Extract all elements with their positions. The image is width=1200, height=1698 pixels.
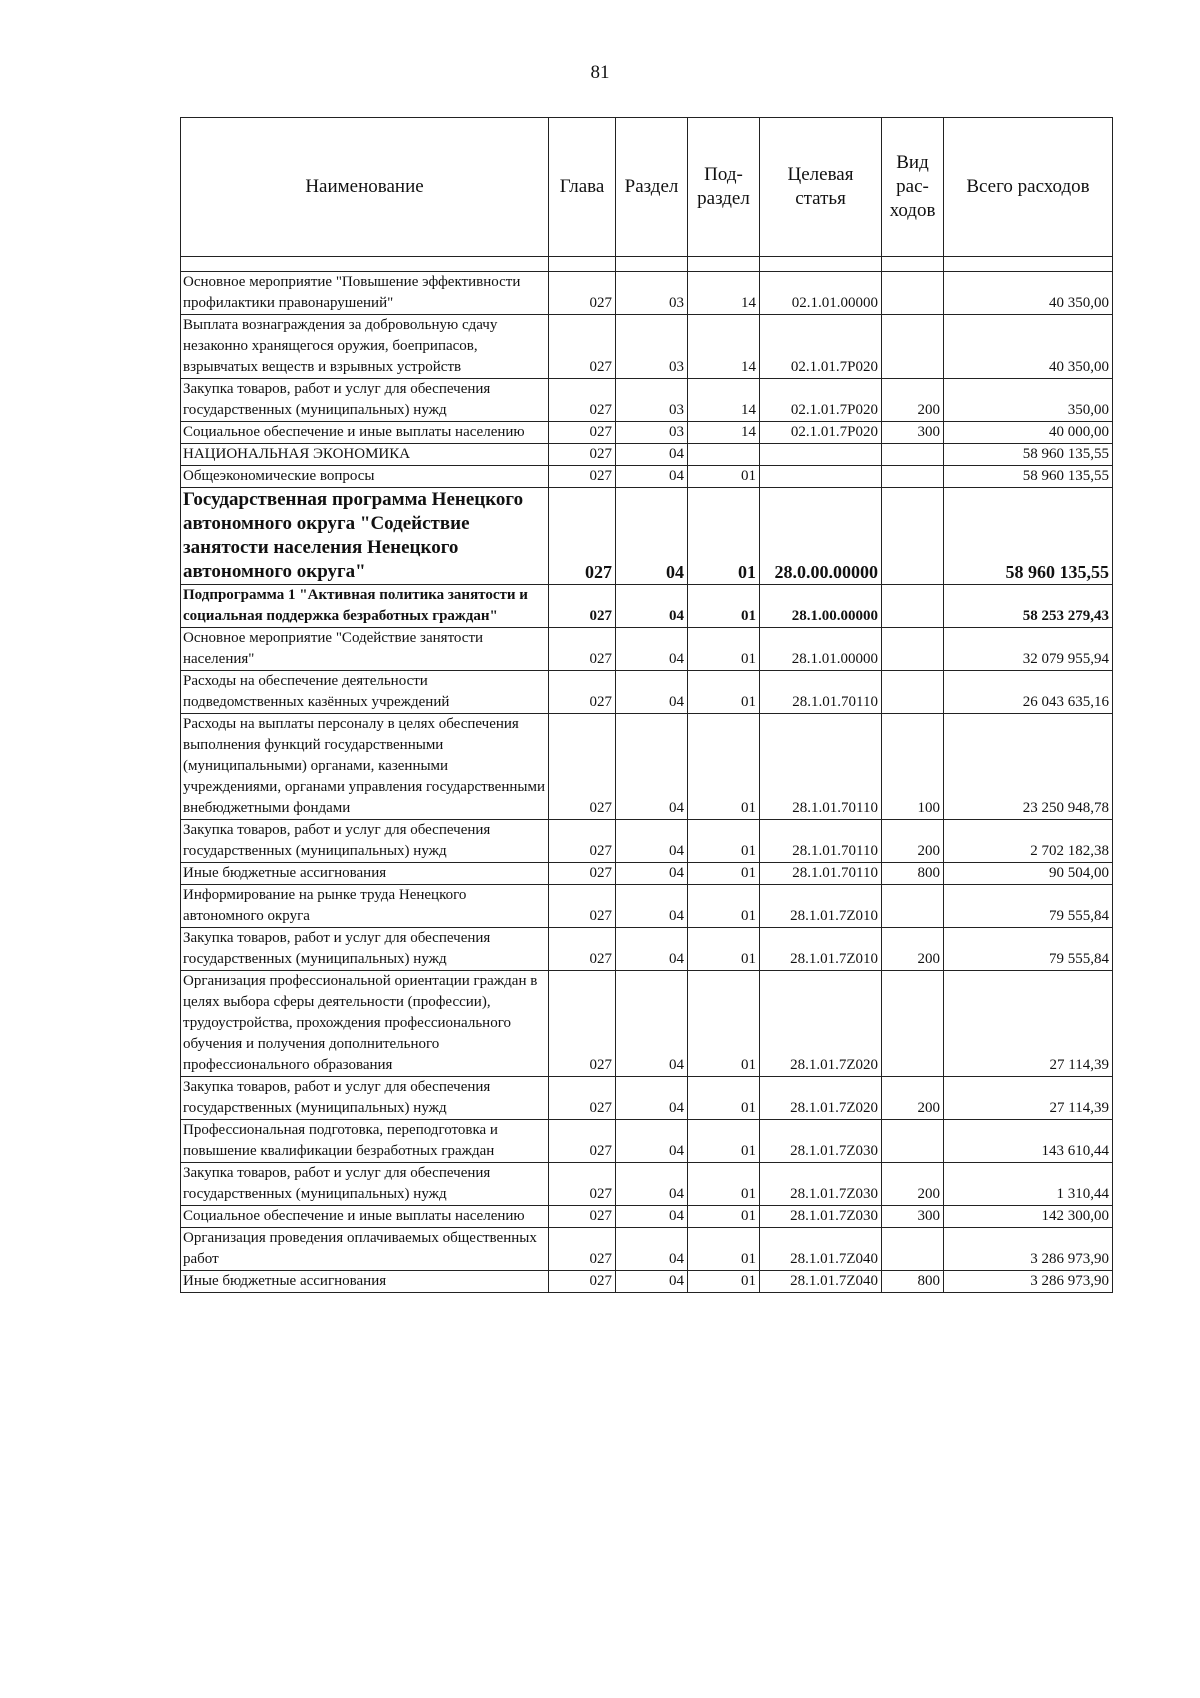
cell-total: 3 286 973,90 [944, 1271, 1113, 1293]
cell-section: 04 [616, 1206, 688, 1228]
cell-target: 28.1.01.70110 [760, 863, 882, 885]
cell-name: Социальное обеспечение и иные выплаты населению [181, 422, 549, 444]
table-row [181, 971, 1113, 1077]
cell-name: Закупка товаров, работ и услуг для обеспечения государственных (муниципальных) нужд [181, 1163, 549, 1206]
cell-chapter: 027 [549, 971, 616, 1077]
cell-target: 02.1.01.7Р020 [760, 315, 882, 379]
cell-section: 04 [616, 628, 688, 671]
cell-name: Закупка товаров, работ и услуг для обеспечения государственных (муниципальных) нужд [181, 928, 549, 971]
header-name: Наименование [181, 118, 549, 257]
cell-total: 27 114,39 [944, 1077, 1113, 1120]
table-row [181, 585, 1113, 628]
cell-target: 02.1.01.7Р020 [760, 422, 882, 444]
cell-name: Закупка товаров, работ и услуг для обеспечения государственных (муниципальных) нужд [181, 820, 549, 863]
cell-total: 2 702 182,38 [944, 820, 1113, 863]
cell-total: 27 114,39 [944, 971, 1113, 1077]
cell-chapter: 027 [549, 1163, 616, 1206]
cell-chapter: 027 [549, 1077, 616, 1120]
cell-target: 28.1.01.7Z030 [760, 1120, 882, 1163]
cell-total: 26 043 635,16 [944, 671, 1113, 714]
table-row [181, 928, 1113, 971]
cell-target: 28.1.01.7Z030 [760, 1206, 882, 1228]
cell-name: Государственная программа Ненецкого автономного округа "Содействие занятости населения Ненецкого автономного округа" [181, 488, 549, 585]
table-row [181, 444, 1113, 466]
cell-chapter: 027 [549, 466, 616, 488]
cell-chapter: 027 [549, 714, 616, 820]
table-row [181, 1077, 1113, 1120]
cell-target: 28.1.01.70110 [760, 820, 882, 863]
cell-total: 350,00 [944, 379, 1113, 422]
cell-section: 04 [616, 1228, 688, 1271]
cell-target [760, 444, 882, 466]
cell-name: Организация проведения оплачиваемых общественных работ [181, 1228, 549, 1271]
cell-total: 142 300,00 [944, 1206, 1113, 1228]
header-target: Целевая статья [760, 118, 882, 257]
cell-section: 04 [616, 885, 688, 928]
cell-section: 04 [616, 863, 688, 885]
cell-target: 28.1.01.7Z010 [760, 928, 882, 971]
cell-total: 58 960 135,55 [944, 488, 1113, 585]
cell-expense-type: 200 [882, 928, 944, 971]
cell-section: 04 [616, 585, 688, 628]
cell-section: 04 [616, 714, 688, 820]
cell-expense-type [882, 488, 944, 585]
cell-subsection: 01 [688, 1228, 760, 1271]
cell-total: 58 960 135,55 [944, 466, 1113, 488]
cell-subsection: 14 [688, 379, 760, 422]
cell-name: Общеэкономические вопросы [181, 466, 549, 488]
cell-section: 04 [616, 466, 688, 488]
cell-expense-type: 200 [882, 379, 944, 422]
cell-section: 04 [616, 1271, 688, 1293]
cell-chapter: 027 [549, 488, 616, 585]
cell-subsection: 01 [688, 1077, 760, 1120]
cell-target: 28.1.00.00000 [760, 585, 882, 628]
cell-expense-type: 200 [882, 820, 944, 863]
table-row [181, 315, 1113, 379]
cell-expense-type: 800 [882, 863, 944, 885]
cell-expense-type: 100 [882, 714, 944, 820]
cell-name: Основное мероприятие "Содействие занятости населения" [181, 628, 549, 671]
cell-expense-type: 200 [882, 1163, 944, 1206]
cell-total: 143 610,44 [944, 1120, 1113, 1163]
cell-subsection: 01 [688, 1206, 760, 1228]
table-row [181, 379, 1113, 422]
cell-subsection: 01 [688, 628, 760, 671]
cell-subsection: 01 [688, 863, 760, 885]
cell-total: 58 253 279,43 [944, 585, 1113, 628]
cell-section: 03 [616, 379, 688, 422]
cell-chapter: 027 [549, 272, 616, 315]
cell-subsection: 01 [688, 971, 760, 1077]
cell-total: 58 960 135,55 [944, 444, 1113, 466]
cell-chapter: 027 [549, 422, 616, 444]
cell-section: 03 [616, 422, 688, 444]
table-row [181, 820, 1113, 863]
cell-expense-type [882, 466, 944, 488]
cell-target: 28.1.01.70110 [760, 671, 882, 714]
cell-subsection [688, 444, 760, 466]
cell-name: Информирование на рынке труда Ненецкого автономного округа [181, 885, 549, 928]
cell-total: 40 350,00 [944, 272, 1113, 315]
cell-section: 04 [616, 1120, 688, 1163]
cell-expense-type [882, 671, 944, 714]
table-row [181, 863, 1113, 885]
cell-total: 40 350,00 [944, 315, 1113, 379]
cell-chapter: 027 [549, 315, 616, 379]
cell-section: 04 [616, 971, 688, 1077]
page-number: 81 [590, 62, 610, 83]
cell-total: 90 504,00 [944, 863, 1113, 885]
cell-section: 04 [616, 444, 688, 466]
table-row [181, 1206, 1113, 1228]
budget-table [180, 117, 1113, 1293]
cell-subsection: 01 [688, 488, 760, 585]
cell-chapter: 027 [549, 1271, 616, 1293]
cell-expense-type: 300 [882, 422, 944, 444]
table-row [181, 885, 1113, 928]
cell-name: Иные бюджетные ассигнования [181, 1271, 549, 1293]
table-row [181, 1228, 1113, 1271]
table-row [181, 1163, 1113, 1206]
table-row [181, 488, 1113, 585]
cell-chapter: 027 [549, 628, 616, 671]
cell-subsection: 01 [688, 885, 760, 928]
spacer-row [181, 257, 1113, 272]
cell-subsection: 01 [688, 820, 760, 863]
header-expense-type: Вид рас-ходов [882, 118, 944, 257]
cell-subsection: 01 [688, 1271, 760, 1293]
table-row [181, 466, 1113, 488]
cell-total: 40 000,00 [944, 422, 1113, 444]
cell-expense-type [882, 444, 944, 466]
cell-chapter: 027 [549, 1228, 616, 1271]
cell-name: Основное мероприятие "Повышение эффективности профилактики правонарушений" [181, 272, 549, 315]
cell-chapter: 027 [549, 863, 616, 885]
cell-expense-type: 300 [882, 1206, 944, 1228]
cell-target: 02.1.01.7Р020 [760, 379, 882, 422]
cell-target: 28.1.01.7Z010 [760, 885, 882, 928]
cell-total: 23 250 948,78 [944, 714, 1113, 820]
cell-target: 28.1.01.00000 [760, 628, 882, 671]
cell-name: Выплата вознаграждения за добровольную сдачу незаконно хранящегося оружия, боеприпасов, взрывчатых веществ и взрывных устройств [181, 315, 549, 379]
header-chapter: Глава [549, 118, 616, 257]
cell-subsection: 01 [688, 466, 760, 488]
cell-target: 28.1.01.7Z020 [760, 971, 882, 1077]
cell-expense-type [882, 971, 944, 1077]
cell-expense-type [882, 1120, 944, 1163]
cell-section: 04 [616, 820, 688, 863]
table-row [181, 1271, 1113, 1293]
cell-target: 28.1.01.7Z030 [760, 1163, 882, 1206]
cell-expense-type [882, 272, 944, 315]
table-row [181, 714, 1113, 820]
cell-target: 28.1.01.7Z040 [760, 1228, 882, 1271]
header-row [181, 118, 1113, 257]
cell-target: 02.1.01.00000 [760, 272, 882, 315]
cell-target: 28.0.00.00000 [760, 488, 882, 585]
cell-chapter: 027 [549, 585, 616, 628]
cell-chapter: 027 [549, 820, 616, 863]
cell-section: 03 [616, 272, 688, 315]
cell-section: 04 [616, 488, 688, 585]
cell-subsection: 14 [688, 422, 760, 444]
cell-section: 04 [616, 671, 688, 714]
cell-name: Социальное обеспечение и иные выплаты населению [181, 1206, 549, 1228]
cell-subsection: 01 [688, 714, 760, 820]
cell-target: 28.1.01.70110 [760, 714, 882, 820]
cell-name: НАЦИОНАЛЬНАЯ ЭКОНОМИКА [181, 444, 549, 466]
table-row [181, 1120, 1113, 1163]
cell-expense-type [882, 885, 944, 928]
cell-name: Закупка товаров, работ и услуг для обеспечения государственных (муниципальных) нужд [181, 1077, 549, 1120]
cell-chapter: 027 [549, 444, 616, 466]
cell-chapter: 027 [549, 671, 616, 714]
cell-subsection: 01 [688, 928, 760, 971]
table-body [181, 257, 1113, 1293]
table-row [181, 671, 1113, 714]
cell-subsection: 14 [688, 315, 760, 379]
cell-expense-type: 200 [882, 1077, 944, 1120]
cell-subsection: 01 [688, 585, 760, 628]
cell-section: 04 [616, 1077, 688, 1120]
header-subsection: Под-раздел [688, 118, 760, 257]
cell-expense-type [882, 628, 944, 671]
cell-total: 32 079 955,94 [944, 628, 1113, 671]
cell-total: 79 555,84 [944, 928, 1113, 971]
cell-section: 03 [616, 315, 688, 379]
header-section: Раздел [616, 118, 688, 257]
cell-name: Подпрограмма 1 "Активная политика занятости и социальная поддержка безработных граждан" [181, 585, 549, 628]
cell-subsection: 01 [688, 1163, 760, 1206]
cell-name: Закупка товаров, работ и услуг для обеспечения государственных (муниципальных) нужд [181, 379, 549, 422]
cell-name: Расходы на обеспечение деятельности подведомственных казённых учреждений [181, 671, 549, 714]
cell-section: 04 [616, 1163, 688, 1206]
cell-subsection: 01 [688, 671, 760, 714]
cell-section: 04 [616, 928, 688, 971]
table-row [181, 422, 1113, 444]
header-total: Всего расходов [944, 118, 1113, 257]
cell-name: Расходы на выплаты персоналу в целях обеспечения выполнения функций государственными (муниципальными) органами, казенными учреждениями, органами управления государственными внебюджетными фондами [181, 714, 549, 820]
cell-chapter: 027 [549, 885, 616, 928]
cell-chapter: 027 [549, 379, 616, 422]
cell-expense-type [882, 315, 944, 379]
cell-total: 79 555,84 [944, 885, 1113, 928]
cell-chapter: 027 [549, 1206, 616, 1228]
cell-expense-type [882, 585, 944, 628]
cell-subsection: 01 [688, 1120, 760, 1163]
cell-expense-type [882, 1228, 944, 1271]
cell-name: Организация профессиональной ориентации граждан в целях выбора сферы деятельности (профессии), трудоустройства, прохождения профессионального обучения и получения дополнительного профессионального образования [181, 971, 549, 1077]
cell-target: 28.1.01.7Z040 [760, 1271, 882, 1293]
cell-name: Иные бюджетные ассигнования [181, 863, 549, 885]
cell-subsection: 14 [688, 272, 760, 315]
cell-chapter: 027 [549, 928, 616, 971]
cell-chapter: 027 [549, 1120, 616, 1163]
cell-total: 1 310,44 [944, 1163, 1113, 1206]
cell-total: 3 286 973,90 [944, 1228, 1113, 1271]
cell-expense-type: 800 [882, 1271, 944, 1293]
cell-target: 28.1.01.7Z020 [760, 1077, 882, 1120]
cell-target [760, 466, 882, 488]
table-row [181, 272, 1113, 315]
table-row [181, 628, 1113, 671]
cell-name: Профессиональная подготовка, переподготовка и повышение квалификации безработных граждан [181, 1120, 549, 1163]
